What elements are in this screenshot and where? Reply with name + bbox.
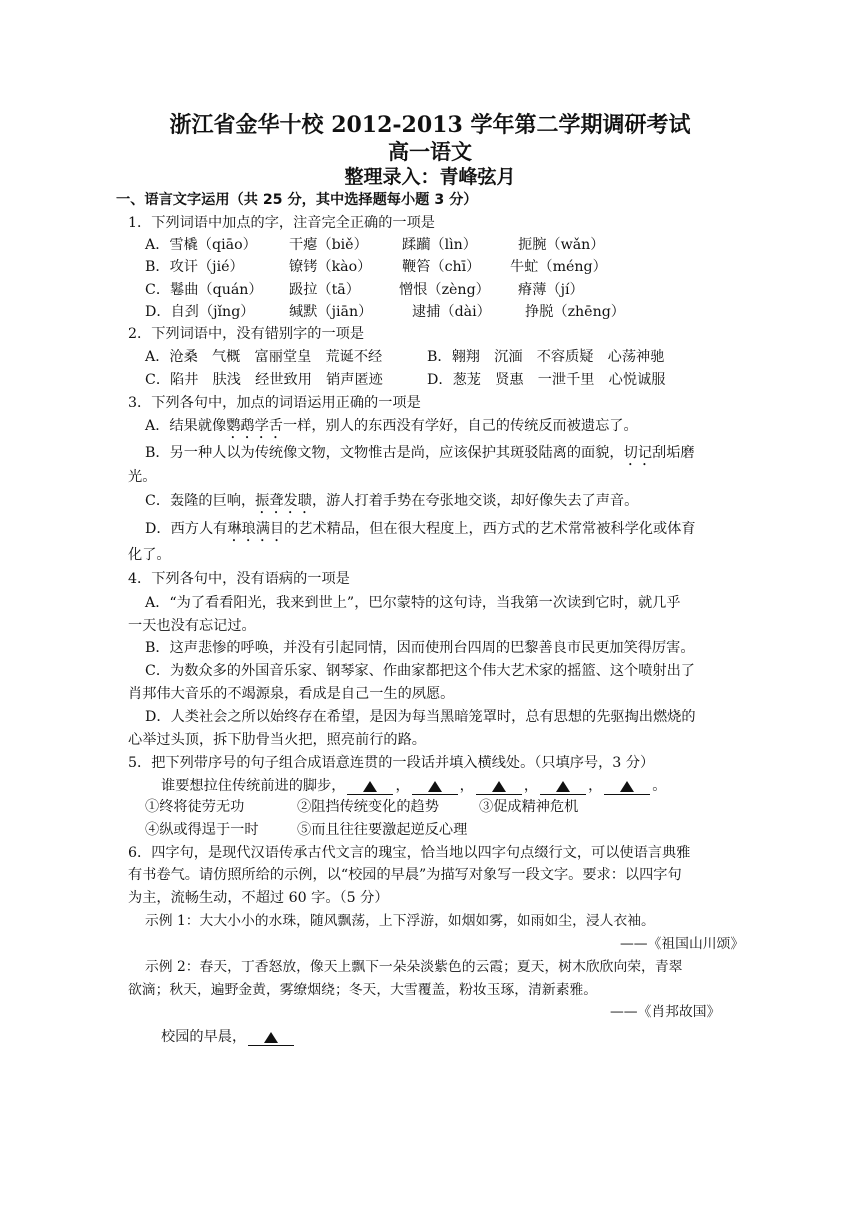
q5-blank-4[interactable] xyxy=(540,776,586,795)
q4-option-d-line1: D．人类社会之所以始终存在希望，是因为每当黑暗笼罩时，总有思想的先驱掏出燃烧的 xyxy=(145,709,696,725)
q1-a-4: 扼腕（wǎn） xyxy=(518,237,605,253)
q6-stem-line1: 6．四字句，是现代汉语传承古代文言的瑰宝，恰当地以四字句点缀行文，可以使语言典雅 xyxy=(128,845,691,861)
q5-sep-1: ， xyxy=(395,778,410,794)
q4-stem: 4．下列各句中，没有语病的一项是 xyxy=(128,571,350,587)
q4-option-c-line2: 肖邦伟大音乐的不竭源泉，看成是自己一生的夙愿。 xyxy=(128,686,455,702)
q5-option-1: ①终将徒劳无功 xyxy=(145,799,245,815)
q3-d-dotted: 琳琅满目 xyxy=(227,521,285,537)
q6-answer-blank[interactable] xyxy=(248,1027,294,1046)
q3-c-dotted: 振聋发聩 xyxy=(255,493,312,509)
q3-option-b-cont: 光。 xyxy=(128,469,157,485)
q1-d-3: 逮捕（dài） xyxy=(412,304,491,320)
q1-b-3: 鞭笞（chī） xyxy=(402,259,481,275)
q5-option-2: ②阻挡传统变化的趋势 xyxy=(297,799,439,815)
q6-answer-lead: 校园的早晨， xyxy=(161,1029,247,1045)
q3-option-d-cont: 化了。 xyxy=(128,547,171,563)
q3-b-dotted: 切记 xyxy=(623,445,653,461)
q1-b-1: B．攻讦（jié） xyxy=(145,259,244,275)
q1-c-3: 憎恨（zèng） xyxy=(399,282,490,298)
q2-stem: 2．下列词语中，没有错别字的一项是 xyxy=(128,326,365,342)
q1-d-4: 挣脱（zhēng） xyxy=(525,304,625,320)
q6-example-1-source: ——《祖国山川颂》 xyxy=(620,936,745,952)
q1-b-2: 镣铐（kào） xyxy=(289,259,372,275)
q6-example-1: 示例 1：大大小小的水珠，随风飘荡，上下浮游，如烟如雾，如雨如尘，浸人衣袖。 xyxy=(145,913,655,929)
q1-d-2: 缄默（jiān） xyxy=(289,304,373,320)
q6-example-2-source: ——《肖邦故国》 xyxy=(610,1004,721,1020)
section-heading: 一、语言文字运用（共 25 分，其中选择题每小题 3 分） xyxy=(116,192,478,208)
q1-a-1: A．雪橇（qiāo） xyxy=(145,237,257,253)
q5-option-5: ⑤而且往往要激起逆反心理 xyxy=(297,822,468,838)
exam-title: 浙江省金华十校 2012-2013 学年第二学期调研考试 xyxy=(169,112,691,138)
q4-option-c-line1: C．为数众多的外国音乐家、钢琴家、作曲家都把这个伟大艺术家的摇篮、这个喷射出了 xyxy=(145,663,695,679)
q3-d-text: D．西方人有 xyxy=(145,521,228,537)
q5-end: 。 xyxy=(652,778,667,794)
q2-option-d: D．葱茏 贤惠 一泄千里 心悦诚服 xyxy=(427,372,666,388)
q3-d-rest: 的艺术精品，但在很大程度上，西方式的艺术常常被科学化或体育 xyxy=(284,521,696,537)
q4-option-a-line1: A．“为了看看阳光，我来到世上”，巴尔蒙特的这句诗，当我第一次读到它时，就几乎 xyxy=(145,595,681,611)
triangle-icon xyxy=(264,1032,278,1043)
q6-answer-line xyxy=(161,1027,296,1046)
q5-lead: 谁要想拉住传统前进的脚步， xyxy=(161,778,346,794)
q2-option-b: B．翱翔 沉湎 不容质疑 心荡神驰 xyxy=(427,349,665,365)
q5-option-4: ④纵或得逞于一时 xyxy=(145,822,259,838)
q5-fill-line xyxy=(161,776,666,795)
q3-c-rest: ，游人打着手势在夸张地交谈，却好像失去了声音。 xyxy=(311,493,639,509)
q3-a-dotted: 鹦鹉学舌 xyxy=(226,418,283,434)
q6-stem-line3: 为主，流畅生动，不超过 60 字。（5 分） xyxy=(128,890,389,906)
q6-stem-line2: 有书卷气。请仿照所给的示例，以“校园的早晨”为描写对象写一段文字。要求：以四字句 xyxy=(128,867,682,883)
q3-b-rest: 刮垢磨 xyxy=(652,445,695,461)
triangle-icon xyxy=(620,781,634,792)
triangle-icon xyxy=(363,781,377,792)
q5-blank-5[interactable] xyxy=(604,776,650,795)
q4-option-d-line2: 心举过头顶，拆下肋骨当火把，照亮前行的路。 xyxy=(128,732,426,748)
q3-option-c xyxy=(145,492,638,517)
q5-sep-3: ， xyxy=(523,778,539,794)
q1-c-1: C．鬈曲（quán） xyxy=(145,282,263,298)
q3-c-text: C．轰隆的巨响， xyxy=(145,493,256,509)
q1-a-3: 蹂躏（lìn） xyxy=(402,237,477,253)
q3-b-text: B．另一种人以为传统像文物，文物惟古是尚，应该保护其斑驳陆离的面貌， xyxy=(145,445,624,461)
subject-title: 高一语文 xyxy=(388,139,472,164)
q6-example-2-line1: 示例 2：春天，丁香怒放，像天上飘下一朵朵淡紫色的云霞；夏天，树木欣欣向荣，青翠 xyxy=(145,959,683,975)
q1-b-4: 牛虻（méng） xyxy=(510,259,607,275)
q3-option-d xyxy=(145,520,696,545)
q1-stem: 1．下列词语中加点的字，注音完全正确的一项是 xyxy=(128,215,435,231)
q3-option-a xyxy=(145,417,638,442)
q2-option-c: C．陷井 肤浅 经世致用 销声匿迹 xyxy=(145,372,383,388)
triangle-icon xyxy=(556,781,570,792)
triangle-icon xyxy=(492,781,506,792)
q1-c-4: 瘠薄（jí） xyxy=(518,282,584,298)
q2-option-a: A．沧桑 气概 富丽堂皇 荒诞不经 xyxy=(145,349,383,365)
q3-a-rest: 一样，别人的东西没有学好，自己的传统反而被遗忘了。 xyxy=(282,418,638,434)
q4-option-b: B．这声悲惨的呼唤，并没有引起同情，因而使刑台四周的巴黎善良市民更加笑得厉害。 xyxy=(145,640,695,656)
q5-blank-3[interactable] xyxy=(476,776,522,795)
q5-sep-4: ， xyxy=(588,778,603,794)
q5-blank-1[interactable] xyxy=(347,776,393,795)
q3-option-b xyxy=(145,444,695,469)
q3-stem: 3．下列各句中，加点的词语运用正确的一项是 xyxy=(128,395,421,411)
q5-sep-2: ， xyxy=(459,778,474,794)
compiler-credit: 整理录入：青峰弦月 xyxy=(344,166,516,188)
q1-a-2: 干瘪（biě） xyxy=(289,237,368,253)
q5-stem: 5．把下列带序号的句子组合成语意连贯的一段话并填入横线处。（只填序号，3 分） xyxy=(128,755,655,771)
q4-option-a-line2: 一天也没有忘记过。 xyxy=(128,618,256,634)
q3-a-text: A．结果就像 xyxy=(145,418,227,434)
triangle-icon xyxy=(428,781,442,792)
q1-c-2: 趿拉（tā） xyxy=(289,282,360,298)
q1-d-1: D．自刭（jǐng） xyxy=(145,304,255,320)
q6-example-2-line2: 欲滴；秋天，遍野金黄，雾缭烟绕；冬天，大雪覆盖，粉妆玉琢，清新素雅。 xyxy=(128,982,598,998)
q5-option-3: ③促成精神危机 xyxy=(479,799,579,815)
q5-blank-2[interactable] xyxy=(412,776,458,795)
